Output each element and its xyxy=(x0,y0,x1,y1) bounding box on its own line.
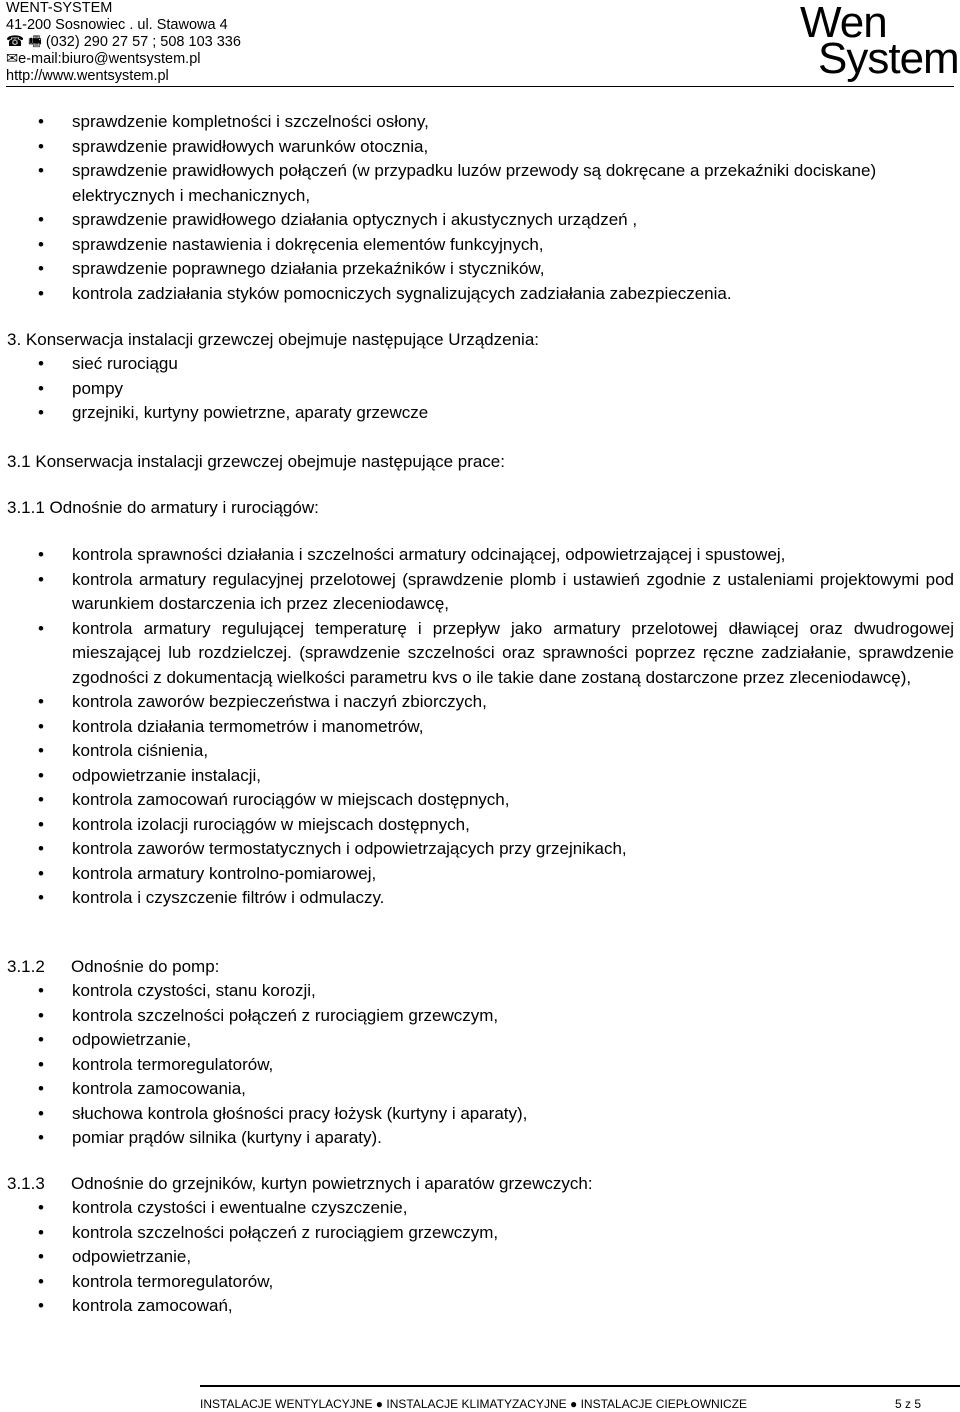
list-item xyxy=(0,1270,960,1295)
list-item xyxy=(0,1245,960,1270)
bullet-icon: • xyxy=(38,403,44,422)
list-item-text: kontrola izolacji rurociągów w miejscach dostępnych, xyxy=(72,814,470,834)
list-item xyxy=(0,690,960,715)
list-item-text: pomiar prądów silnika (kurtyny i aparaty). xyxy=(72,1128,382,1147)
list-item-text: kontrola zaworów termostatycznych i odpowietrzających przy grzejnikach, xyxy=(72,839,627,858)
bullet-icon: • xyxy=(38,692,44,711)
list-item xyxy=(0,715,960,740)
phone-fax-icon: ☎ 🖷 xyxy=(6,34,42,50)
list-item-text: odpowietrzanie, xyxy=(72,1247,192,1266)
bullet-icon: • xyxy=(38,1296,44,1315)
page-header xyxy=(0,0,960,86)
list-item-text: sprawdzenie kompletności i szczelności osłony, xyxy=(72,112,429,131)
list-item-text: kontrola zaworów bezpieczeństwa i naczyń zbiorczych, xyxy=(72,692,487,711)
section-number: 3.1.2 xyxy=(7,957,45,976)
heaters-list xyxy=(0,1196,960,1319)
logo-line-2: System xyxy=(818,34,959,83)
list-item-text: słuchowa kontrola głośności pracy łożysk (kurtyny i aparaty), xyxy=(72,1103,528,1123)
bullet-icon: • xyxy=(38,259,44,278)
list-item-text: kontrola zamocowań, xyxy=(72,1296,233,1315)
section-3-1-3-heading xyxy=(7,1172,593,1197)
bullet-icon: • xyxy=(38,1128,44,1147)
bullet-icon: • xyxy=(38,1079,44,1098)
list-item xyxy=(0,1077,960,1102)
bullet-icon: • xyxy=(38,1103,44,1123)
list-item-text: kontrola armatury kontrolno-pomiarowej, xyxy=(72,863,377,883)
bullet-icon: • xyxy=(38,378,44,398)
list-item xyxy=(0,1126,960,1151)
bullet-icon: • xyxy=(38,1198,44,1217)
list-item xyxy=(0,543,960,568)
list-item xyxy=(0,1004,960,1029)
bullet-icon: • xyxy=(38,1005,44,1025)
fittings-list xyxy=(0,543,960,911)
list-heaters xyxy=(0,1196,960,1319)
list-item xyxy=(0,159,960,208)
company-email[interactable]: e-mail:biuro@wentsystem.pl xyxy=(18,51,201,67)
list-item xyxy=(0,352,960,377)
list-item xyxy=(0,813,960,838)
list-item xyxy=(0,1196,960,1221)
bullet-icon: • xyxy=(38,283,44,303)
list-item xyxy=(0,739,960,764)
company-address: 41-200 Sosnowiec . ul. Stawowa 4 xyxy=(6,17,228,33)
list-item-text: kontrola termoregulatorów, xyxy=(72,1054,274,1074)
section-number: 3.1.3 xyxy=(7,1174,45,1193)
went-system-logo xyxy=(800,0,959,83)
list-item-text: kontrola czystości, stanu korozji, xyxy=(72,981,316,1000)
company-info xyxy=(6,0,241,85)
section-3-1-1-heading: 3.1.1 Odnośnie do armatury i rurociągów: xyxy=(7,498,319,517)
list-item-text: kontrola szczelności połączeń z rurociągiem grzewczym, xyxy=(72,1222,499,1242)
bullet-icon: • xyxy=(38,1054,44,1074)
list-item-text: sieć rurociągu xyxy=(72,354,178,373)
bullet-icon: • xyxy=(38,210,44,229)
list-item-text: kontrola armatury regulującej temperaturę i przepływ jako armatury przelotowej dławiącej oraz dwudrogowej mieszającej lub rozdzielczej. (sprawdzenie szczelności oraz sprawności poprzez ręczne zadziałanie, sprawdzenie zgodności z dokumentacją wielkości parametru kvs o ile takie dane zostaną dostarczone przez zleceniodawcę), xyxy=(72,618,954,687)
bullet-icon: • xyxy=(38,888,44,907)
list-item-text: kontrola zamocowań rurociągów w miejscach dostępnych, xyxy=(72,790,510,809)
bullet-icon: • xyxy=(38,814,44,834)
bullet-icon: • xyxy=(38,1222,44,1242)
page-number: 5 z 5 xyxy=(895,1397,922,1411)
logo-line-1: Wen xyxy=(800,0,887,47)
list-item-text: kontrola zamocowania, xyxy=(72,1079,246,1098)
list-item-text: kontrola czystości i ewentualne czyszczenie, xyxy=(72,1198,408,1217)
bullet-icon: • xyxy=(38,161,44,180)
list-item xyxy=(0,837,960,862)
list-item-text: odpowietrzanie, xyxy=(72,1030,192,1049)
bullet-icon: • xyxy=(38,741,44,760)
bullet-icon: • xyxy=(38,354,44,373)
list-item xyxy=(0,208,960,233)
list-item-text: kontrola szczelności połączeń z rurociągiem grzewczym, xyxy=(72,1005,499,1025)
pumps-list xyxy=(0,979,960,1151)
bullet-icon: • xyxy=(38,790,44,809)
bullet-icon: • xyxy=(38,569,44,589)
list-item xyxy=(0,886,960,911)
list-item xyxy=(0,979,960,1004)
bullet-icon: • xyxy=(38,1271,44,1291)
list-item xyxy=(0,1221,960,1246)
list-checks xyxy=(0,110,960,306)
list-item xyxy=(0,1102,960,1127)
list-item-text: kontrola armatury regulacyjnej przelotowej (sprawdzenie plomb i ustawień zgodnie z ustaleniami projektowymi pod warunkiem dostarczenia ich przez zleceniodawcę, xyxy=(72,569,954,613)
list-item-text: sprawdzenie prawidłowych warunków otocznia, xyxy=(72,136,429,156)
bullet-icon: • xyxy=(38,863,44,883)
list-item-text: odpowietrzanie instalacji, xyxy=(72,765,261,785)
section-3-1-heading: 3.1 Konserwacja instalacji grzewczej obejmuje następujące prace: xyxy=(7,452,505,471)
section-3-heading: 3. Konserwacja instalacji grzewczej obejmuje następujące Urządzenia: xyxy=(7,330,539,349)
section-3-1-2-heading xyxy=(7,955,219,980)
footer-divider xyxy=(200,1385,960,1387)
bullet-icon: • xyxy=(38,618,44,638)
devices-list xyxy=(0,352,960,426)
bullet-icon: • xyxy=(38,136,44,156)
header-divider xyxy=(6,86,954,87)
list-pumps xyxy=(0,979,960,1151)
bullet-icon: • xyxy=(38,1247,44,1266)
list-item xyxy=(0,233,960,258)
company-phone-row xyxy=(6,34,241,51)
list-item xyxy=(0,1294,960,1319)
list-item xyxy=(0,110,960,135)
bullet-icon: • xyxy=(38,765,44,785)
list-item-text: sprawdzenie prawidłowych połączeń (w przypadku luzów przewody są dokręcane a przekaźniki dociskane) elektrycznych i mechanicznych, xyxy=(72,161,877,205)
list-item xyxy=(0,377,960,402)
bullet-icon: • xyxy=(38,545,44,564)
list-item xyxy=(0,617,960,691)
list-item-text: sprawdzenie poprawnego działania przekaźników i styczników, xyxy=(72,259,545,278)
list-item-text: grzejniki, kurtyny powietrzne, aparaty grzewcze xyxy=(72,403,429,422)
list-item-text: sprawdzenie nastawienia i dokręcenia elementów funkcyjnych, xyxy=(72,234,544,254)
list-item-text: sprawdzenie prawidłowego działania optycznych i akustycznych urządzeń , xyxy=(72,210,638,229)
list-item xyxy=(0,401,960,426)
list-item xyxy=(0,282,960,307)
list-item-text: pompy xyxy=(72,378,124,398)
list-item xyxy=(0,764,960,789)
list-item xyxy=(0,257,960,282)
company-phone: (032) 290 27 57 ; 508 103 336 xyxy=(45,34,241,50)
bullet-icon: • xyxy=(38,112,44,131)
list-item xyxy=(0,568,960,617)
checks-list xyxy=(0,110,960,306)
envelope-icon: ✉ xyxy=(6,51,19,67)
list-item xyxy=(0,788,960,813)
bullet-icon: • xyxy=(38,1030,44,1049)
list-item-text: kontrola działania termometrów i manometrów, xyxy=(72,716,424,736)
list-item-text: kontrola ciśnienia, xyxy=(72,741,209,760)
section-title: Odnośnie do pomp: xyxy=(71,957,220,976)
list-item xyxy=(0,862,960,887)
company-website[interactable]: http://www.wentsystem.pl xyxy=(6,68,169,84)
list-item-text: kontrola zadziałania styków pomocniczych sygnalizujących zadziałania zabezpieczenia. xyxy=(72,283,732,303)
list-item xyxy=(0,1028,960,1053)
bullet-icon: • xyxy=(38,839,44,858)
list-item-text: kontrola i czyszczenie filtrów i odmulaczy. xyxy=(72,888,385,907)
company-name: WENT-SYSTEM xyxy=(6,0,113,16)
footer-text: INSTALACJE WENTYLACYJNE ● INSTALACJE KLIMATYZACYJNE ● INSTALACJE CIEPŁOWNICZE xyxy=(200,1397,748,1411)
bullet-icon: • xyxy=(38,981,44,1000)
section-title: Odnośnie do grzejników, kurtyn powietrznych i aparatów grzewczych: xyxy=(71,1174,593,1193)
list-fittings xyxy=(0,543,960,911)
company-email-row xyxy=(6,51,241,68)
list-devices xyxy=(0,352,960,426)
list-item xyxy=(0,135,960,160)
bullet-icon: • xyxy=(38,716,44,736)
bullet-icon: • xyxy=(38,234,44,254)
list-item-text: kontrola sprawności działania i szczelności armatury odcinającej, odpowietrzającej i spustowej, xyxy=(72,545,786,564)
list-item xyxy=(0,1053,960,1078)
list-item-text: kontrola termoregulatorów, xyxy=(72,1271,274,1291)
